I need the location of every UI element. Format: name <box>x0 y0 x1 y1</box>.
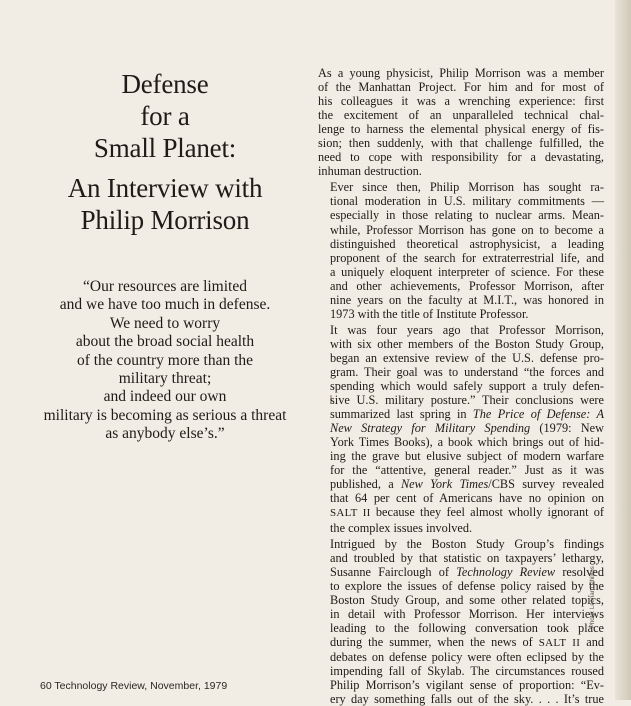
quote-line: as anybody else’s.” <box>105 425 225 443</box>
body-line: sion; then suddenly, with that challenge fulfilled, the <box>318 136 604 151</box>
text-run: (1979: New <box>530 421 604 436</box>
body-line: spending which would safely support a truly defen- <box>330 379 604 394</box>
text-run: during the summer, when the news of <box>330 634 539 649</box>
title-line: Philip Morrison <box>80 205 250 235</box>
title-line: for a <box>140 101 190 131</box>
body-line: to explore the issues of defense policy raised by the <box>330 578 604 593</box>
body-line: need to cope with responsibility for a devastating, <box>318 150 604 165</box>
book-title-italic: New Strategy for Military Spending <box>330 421 531 436</box>
body-line <box>318 505 604 520</box>
body-line: distinguished theoretical astrophysicist, a leading <box>330 236 604 251</box>
body-line: debates on defense policy were often eclipsed by the <box>330 649 604 664</box>
article-title <box>30 68 300 236</box>
quote-line: and indeed our own <box>103 388 227 406</box>
book-title-italic: The Price of Defense: A <box>472 407 604 422</box>
body-line: As a young physicist, Philip Morrison was a member <box>318 66 604 80</box>
body-line: and troubled by that statistic on taxpayers’ lethargy, <box>330 550 604 565</box>
left-column <box>30 68 300 444</box>
body-line: especially in those relating to nuclear arms. Mean- <box>330 208 604 223</box>
body-line <box>318 565 604 579</box>
body-paragraph-4 <box>318 537 604 706</box>
title-line: An Interview with <box>67 173 263 203</box>
body-paragraph-1 <box>318 66 604 178</box>
body-line: with six other members of the Boston Study Group, <box>330 336 604 351</box>
body-line: while, Professor Morrison has gone on to become a <box>330 222 604 237</box>
photo-credit: Photo: Leonard Phillips <box>590 566 596 628</box>
body-line: his colleagues it was a wrenching experience: first <box>318 94 604 109</box>
body-line: Boston Study Group, and some other related topics, <box>330 592 604 607</box>
body-line: for the “attentive, general reader.” Just as it was <box>330 463 604 478</box>
article-body <box>318 66 604 706</box>
body-line: impending fall of Skylab. The circumstances roused <box>330 663 604 678</box>
text-run: Susanne Fairclough of <box>330 564 457 579</box>
body-line: 1973 with the title of Institute Professor. <box>330 306 529 321</box>
text-run: because they feel almost wholly ignorant of <box>370 505 604 520</box>
body-line: Intrigued by the Boston Study Group’s findings <box>330 536 604 551</box>
body-line: ing the grave but elusive subject of modern warfare <box>330 449 604 464</box>
page-footer: 60 Technology Review, November, 1979 <box>40 680 228 692</box>
body-paragraph-3 <box>318 323 604 535</box>
publication-italic: Technology Review <box>456 564 556 579</box>
body-line <box>318 635 604 650</box>
body-line: that 64 per cent of Americans have no opinion on <box>330 491 604 506</box>
body-line: leading to the following conversation took place <box>330 620 604 635</box>
body-line: in detail with Professor Morrison. Her interviews <box>330 606 604 621</box>
body-line: Philip Morrison’s vigilant sense of proportion: “Ev- <box>330 678 604 693</box>
text-run: summarized last spring in <box>330 407 473 422</box>
quote-line: of the country more than the <box>76 351 254 369</box>
quote-line: about the broad social health <box>75 333 255 351</box>
title-line: Defense <box>121 69 209 99</box>
text-run: and <box>580 634 604 649</box>
title-line: Small Planet: <box>93 133 237 163</box>
pull-quote <box>30 278 300 444</box>
text-run: /CBS survey revealed <box>488 477 604 492</box>
quote-line: and we have too much in defense. <box>59 296 271 314</box>
page-edge-shadow <box>615 0 631 700</box>
text-run: resolved <box>555 564 604 579</box>
body-line <box>318 477 604 491</box>
text-run: published, a <box>330 477 401 492</box>
body-line: the complex issues involved. <box>330 520 473 535</box>
body-line: of the Manhattan Project. For him and for most of <box>318 80 604 95</box>
body-line: lenge to harness the elemental physical energy of fis- <box>318 122 604 137</box>
body-line: tional moderation in U.S. military commitments — <box>330 194 604 209</box>
body-line: sive U.S. military posture.” Their conclusions were <box>330 393 604 408</box>
publication-italic: New York Times <box>400 477 489 492</box>
body-line: proponent of the search for extraterrestrial life, and <box>330 250 604 265</box>
body-line: York Times Books), a book which brings out of hid- <box>330 435 604 450</box>
quote-line: military is becoming as serious a threat <box>43 406 287 424</box>
body-line <box>318 421 604 435</box>
small-caps-run: SALT II <box>330 507 371 520</box>
quote-line: “Our resources are limited <box>83 278 247 295</box>
body-line: gram. Their goal was to understand “the forces and <box>330 364 604 379</box>
quote-line: We need to worry <box>109 314 221 332</box>
body-line: It was four years ago that Professor Morrison, <box>330 322 604 337</box>
body-paragraph-2 <box>318 180 604 320</box>
body-line: Ever since then, Philip Morrison has sought ra- <box>330 180 604 195</box>
body-line: a uniquely eloquent interpreter of science. For these <box>330 264 604 279</box>
body-line: nine years on the faculty at M.I.T., was honored in <box>330 292 604 307</box>
body-line: inhuman destruction. <box>318 164 422 179</box>
body-line: and other achievements, Professor Morrison, after <box>330 278 604 293</box>
small-caps-run: SALT II <box>538 636 581 649</box>
body-line <box>318 407 604 421</box>
body-line: ery day something falls out of the sky. . . . It’s true <box>330 692 604 706</box>
quote-line: military threat; <box>118 370 212 388</box>
body-line: the excitement of an unparalleled technical chal- <box>318 108 604 123</box>
body-line: began an extensive review of the U.S. defense pro- <box>330 350 604 365</box>
